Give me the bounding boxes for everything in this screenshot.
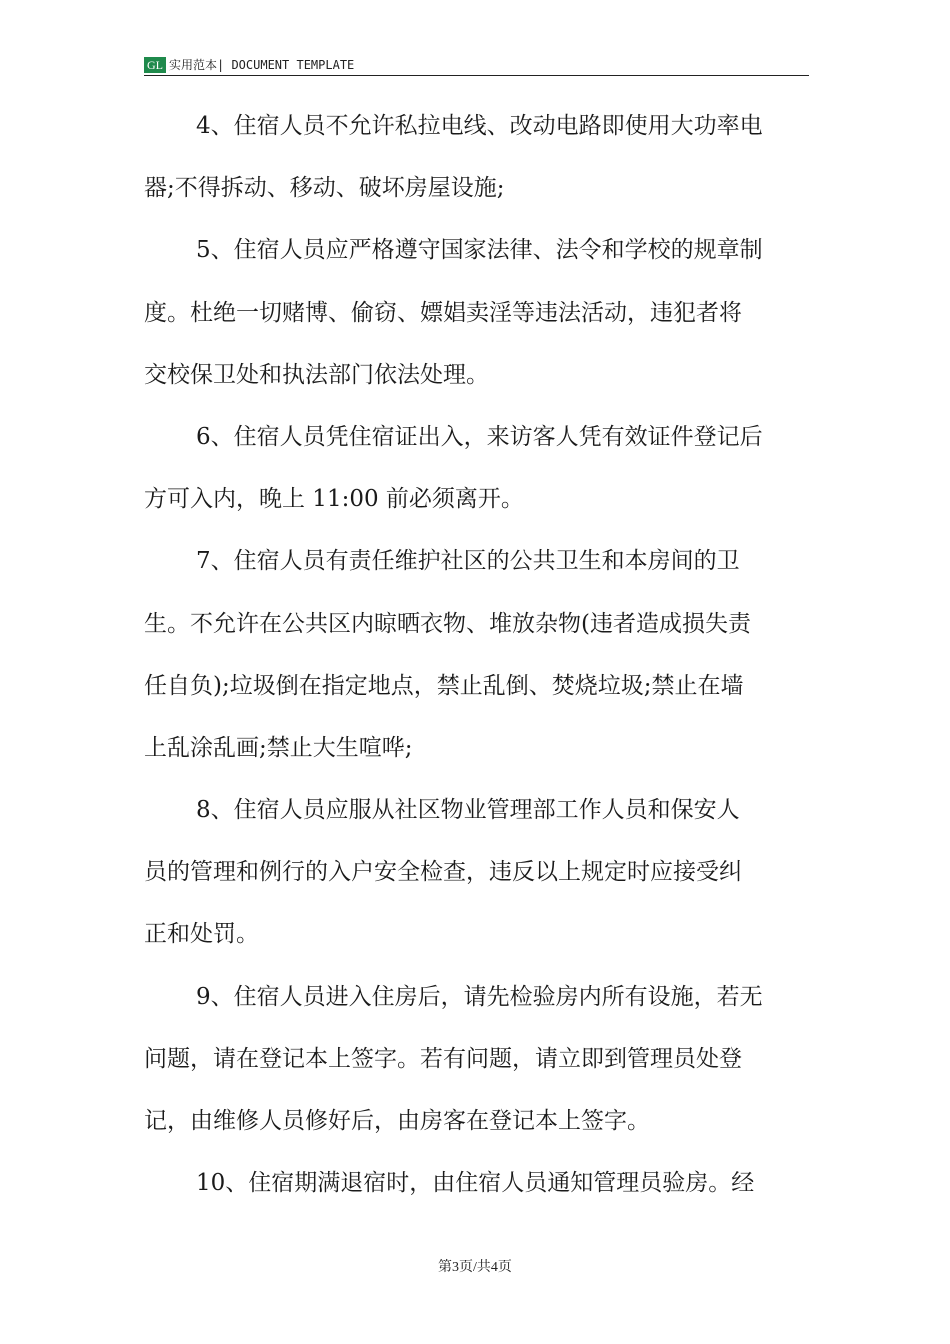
paragraph-line: 5、住宿人员应严格遵守国家法律、法令和学校的规章制 — [196, 237, 763, 264]
paragraph-line: 8、住宿人员应服从社区物业管理部工作人员和保安人 — [196, 797, 740, 824]
paragraph-line: 问题，请在登记本上签字。若有问题，请立即到管理员处登 — [144, 1045, 742, 1072]
document-header — [144, 51, 809, 76]
paragraph-line: 度。杜绝一切赌博、偷窃、嫖娼卖淫等违法活动，违犯者将 — [144, 299, 742, 326]
gl-logo: GL — [144, 57, 166, 73]
paragraph-line: 上乱涂乱画;禁止大生喧哗; — [144, 734, 413, 761]
page-number: 第3页/共4页 — [438, 1260, 512, 1275]
paragraph-line: 9、住宿人员进入住房后，请先检验房内所有设施，若无 — [196, 983, 763, 1010]
paragraph-line: 方可入内，晚上 11:00 前必须离开。 — [144, 486, 524, 513]
paragraph-line: 器;不得拆动、移动、破坏房屋设施; — [144, 175, 505, 202]
paragraph-line: 记，由维修人员修好后，由房客在登记本上签字。 — [144, 1108, 650, 1134]
paragraph-line: 4、住宿人员不允许私拉电线、改动电路即使用大功率电 — [196, 113, 763, 139]
paragraph-line: 交校保卫处和执法部门依法处理。 — [144, 361, 489, 388]
paragraph-line: 正和处罚。 — [144, 921, 259, 948]
paragraph-line: 任自负);垃圾倒在指定地点，禁止乱倒、焚烧垃圾;禁止在墙 — [144, 672, 744, 699]
paragraph-line: 6、住宿人员凭住宿证出入，来访客人凭有效证件登记后 — [196, 423, 763, 450]
paragraph-line: 10、住宿期满退宿时，由住宿人员通知管理员验房。经 — [196, 1170, 755, 1197]
header-title: 实用范本| DOCUMENT TEMPLATE — [169, 58, 355, 72]
document-body — [144, 95, 812, 1214]
paragraph-line: 生。不允许在公共区内晾晒衣物、堆放杂物(违者造成损失责 — [144, 610, 751, 637]
paragraph-line: 7、住宿人员有责任维护社区的公共卫生和本房间的卫 — [196, 548, 740, 575]
paragraph-line: 员的管理和例行的入户安全检查，违反以上规定时应接受纠 — [144, 859, 742, 886]
